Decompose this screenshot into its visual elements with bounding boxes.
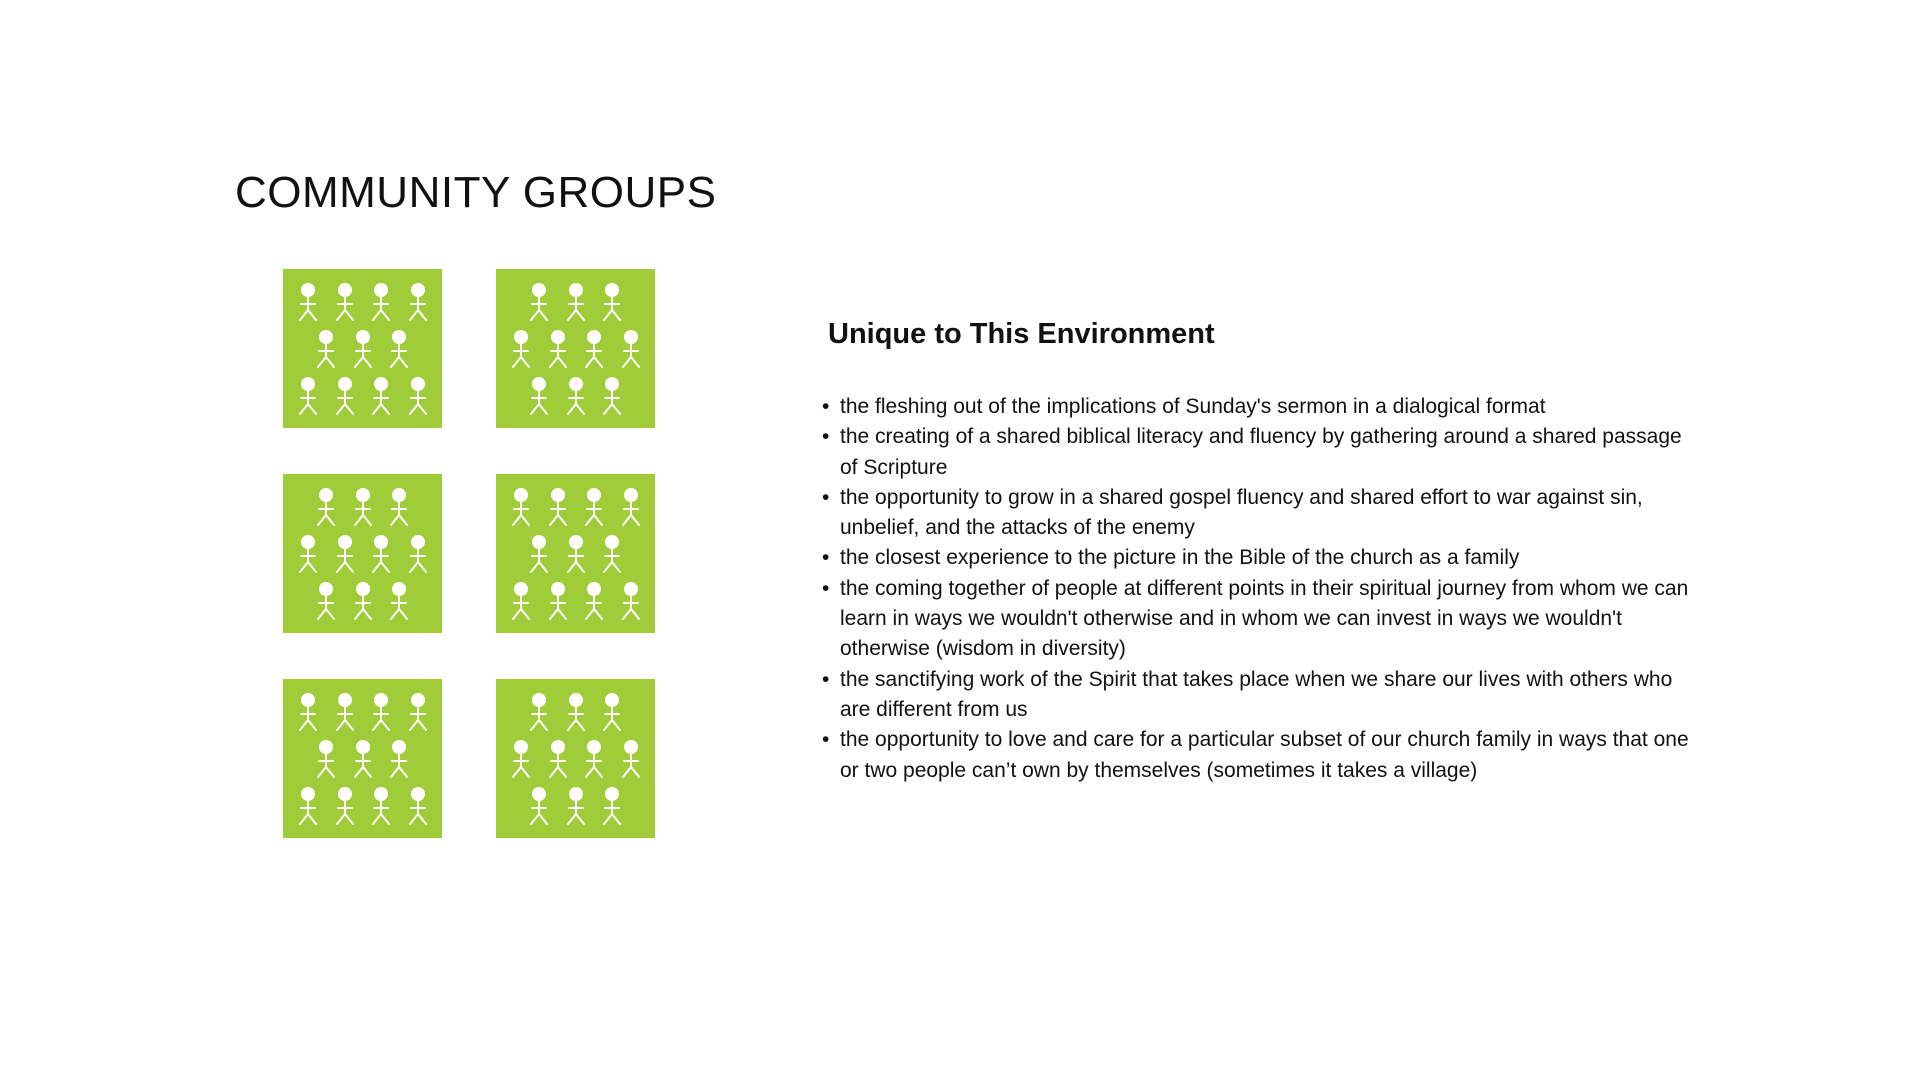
slide-title: COMMUNITY GROUPS — [235, 168, 717, 217]
person-icon — [410, 693, 426, 730]
person-icon — [373, 787, 389, 824]
person-icon — [568, 535, 584, 572]
person-icon — [355, 582, 371, 619]
person-icon — [410, 535, 426, 572]
person-icon — [550, 488, 566, 525]
person-icon — [300, 377, 316, 414]
bullet-item-5: • the coming together of people at different points in their spiritual journey from whom we can learn in ways we wouldn't otherwise and in whom we can invest in ways we wouldn't otherwise (wisdom in diversity) — [822, 574, 1702, 665]
person-icon — [531, 283, 547, 320]
person-icon — [318, 330, 334, 367]
group-box-3 — [283, 474, 442, 633]
section-heading: Unique to This Environment — [828, 318, 1215, 350]
person-icon — [391, 488, 407, 525]
group-box-2 — [496, 269, 655, 428]
person-icon — [391, 330, 407, 367]
person-icon — [586, 488, 602, 525]
person-icon — [550, 330, 566, 367]
person-icon — [531, 693, 547, 730]
person-icon — [623, 330, 639, 367]
person-icon — [531, 787, 547, 824]
person-icon — [531, 377, 547, 414]
group-box-4 — [496, 474, 655, 633]
person-icon — [513, 330, 529, 367]
person-icon — [337, 787, 353, 824]
bullet-item-7: • the opportunity to love and care for a particular subset of our church family in ways that one or two people can’t own by themselves (sometimes it takes a village) — [822, 725, 1702, 786]
person-icon — [300, 283, 316, 320]
person-icon — [318, 488, 334, 525]
person-icon — [568, 693, 584, 730]
person-icon — [623, 488, 639, 525]
person-icon — [568, 283, 584, 320]
environment-bullet-list — [822, 392, 1702, 786]
person-icon — [550, 582, 566, 619]
person-icon — [373, 693, 389, 730]
person-icon — [355, 488, 371, 525]
person-icon — [337, 283, 353, 320]
person-icon — [568, 377, 584, 414]
bullet-item-1: • the fleshing out of the implications of Sunday's sermon in a dialogical format — [822, 392, 1702, 422]
person-icon — [604, 377, 620, 414]
person-icon — [318, 740, 334, 777]
person-icon — [373, 535, 389, 572]
person-icon — [586, 582, 602, 619]
person-icon — [373, 377, 389, 414]
person-icon — [355, 330, 371, 367]
community-groups-illustration — [283, 269, 655, 835]
group-box-1 — [283, 269, 442, 428]
person-icon — [531, 535, 547, 572]
person-icon — [586, 330, 602, 367]
person-icon — [300, 693, 316, 730]
person-icon — [373, 283, 389, 320]
person-icon — [586, 740, 602, 777]
person-icon — [337, 377, 353, 414]
person-icon — [410, 283, 426, 320]
person-icon — [318, 582, 334, 619]
person-icon — [300, 535, 316, 572]
group-box-5 — [283, 679, 442, 838]
person-icon — [410, 787, 426, 824]
person-icon — [623, 582, 639, 619]
person-icon — [355, 740, 371, 777]
group-box-6 — [496, 679, 655, 838]
bullet-item-2: • the creating of a shared biblical literacy and fluency by gathering around a shared passage of Scripture — [822, 422, 1702, 483]
person-icon — [604, 283, 620, 320]
person-icon — [513, 488, 529, 525]
person-icon — [513, 582, 529, 619]
person-icon — [300, 787, 316, 824]
person-icon — [391, 740, 407, 777]
person-icon — [604, 535, 620, 572]
person-icon — [410, 377, 426, 414]
person-icon — [550, 740, 566, 777]
person-icon — [604, 693, 620, 730]
person-icon — [337, 535, 353, 572]
person-icon — [623, 740, 639, 777]
person-icon — [604, 787, 620, 824]
bullet-item-6: • the sanctifying work of the Spirit that takes place when we share our lives with others who are different from us — [822, 665, 1702, 726]
person-icon — [513, 740, 529, 777]
person-icon — [568, 787, 584, 824]
bullet-item-3: • the opportunity to grow in a shared gospel fluency and shared effort to war against sin, unbelief, and the attacks of the enemy — [822, 483, 1702, 544]
person-icon — [391, 582, 407, 619]
person-icon — [337, 693, 353, 730]
bullet-item-4: • the closest experience to the picture in the Bible of the church as a family — [822, 543, 1702, 573]
